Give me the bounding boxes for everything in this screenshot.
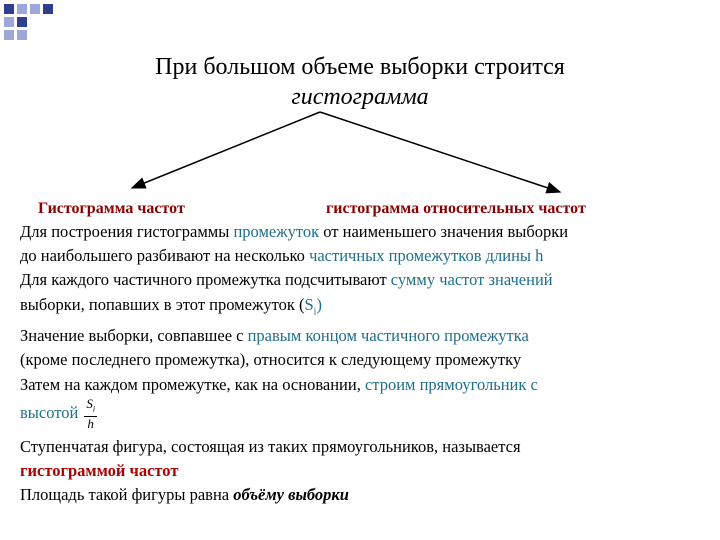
header-right: гистограмма относительных частот — [326, 200, 586, 217]
fraction-si-over-h — [84, 397, 97, 432]
arrow-left — [132, 112, 320, 188]
text-line — [20, 373, 710, 397]
text-segment: Для каждого частичного промежутка подсчитывают — [20, 270, 391, 290]
header-left: Гистограмма частот — [38, 200, 185, 217]
text-segment: выборки, попавших в этот промежуток ( — [20, 294, 305, 314]
text-line — [20, 324, 710, 348]
highlight-text: высотой — [20, 402, 79, 422]
text-line — [20, 220, 710, 244]
text-line — [20, 293, 710, 325]
highlight-text: сумму частот значений — [390, 270, 553, 290]
highlight-text: промежуток — [233, 222, 320, 241]
highlight-text: частичных промежутков длины h — [309, 246, 544, 266]
text-line: (кроме последнего промежутка), относится к следующему промежутку — [20, 350, 522, 370]
fraction-denominator: h — [87, 416, 94, 432]
arrow-right — [320, 112, 560, 192]
fraction-s: S — [86, 395, 93, 411]
fraction-numerator — [84, 397, 97, 418]
text-segment: Значение выборки, совпавшее с — [20, 326, 248, 346]
highlight-text: строим прямоугольник с — [364, 374, 538, 394]
text-segment: Площадь такой фигуры равна — [20, 485, 234, 505]
body-text — [20, 220, 710, 507]
text-line — [20, 244, 710, 268]
highlight-text: правым концом частичного промежутка — [247, 326, 529, 346]
highlight-text: ) — [316, 294, 322, 314]
text-segment: от наименьшего значения выборки — [319, 222, 569, 241]
text-segment: Для построения гистограммы — [20, 222, 234, 241]
text-segment: до наибольшего разбивают на несколько — [20, 246, 310, 266]
emphasis-text: объёму выборки — [233, 485, 349, 505]
text-line: гистограммой частот — [20, 460, 179, 480]
title-line-1: При большом объеме выборки строится — [155, 54, 565, 80]
title-line-2: гистограмма — [291, 84, 429, 110]
highlight-text: S — [304, 294, 314, 314]
subscript: i — [313, 305, 317, 317]
text-segment: Затем на каждом промежутке, как на основании, — [20, 374, 365, 394]
fraction-subscript: i — [92, 404, 96, 414]
text-line — [20, 397, 710, 435]
text-line: Ступенчатая фигура, состоящая из таких прямоугольников, называется — [20, 436, 521, 456]
text-line — [20, 483, 710, 507]
text-line — [20, 268, 710, 292]
